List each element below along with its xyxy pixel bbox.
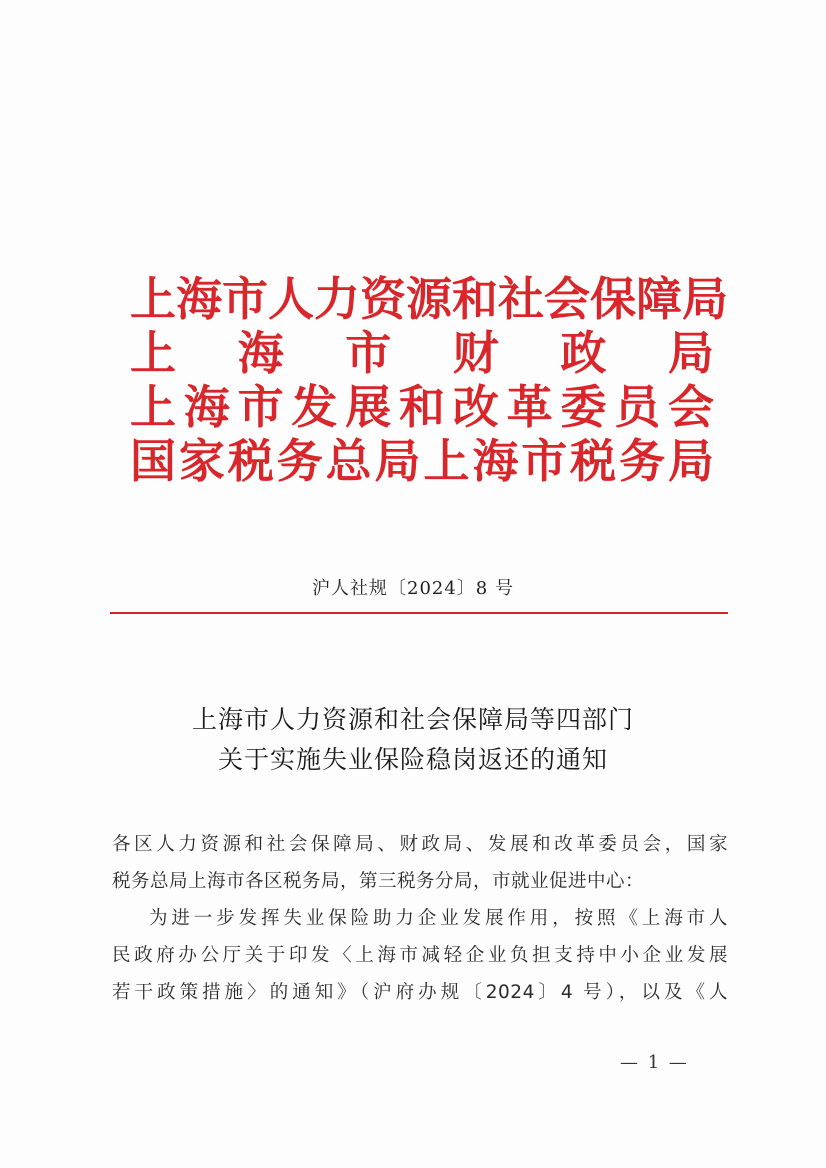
body-line: 民政府办公厅关于印发〈上海市减轻企业负担支持中小企业发展 xyxy=(112,945,728,966)
body-line: 为进一步发挥失业保险助力企业发展作用，按照《上海市人 xyxy=(149,908,728,929)
issuer-line: 国家税务总局上海市税务局 xyxy=(130,434,714,488)
title-line: 关于实施失业保险稳岗返还的通知 xyxy=(217,745,608,774)
issuer-line: 上 海 市 财 政 局 xyxy=(130,326,714,380)
issuer-line: 上海市人力资源和社会保障局 xyxy=(130,272,728,326)
body-line: 若干政策措施〉的通知》（沪府办规〔2024〕4 号），以及《人 xyxy=(112,982,728,1003)
red-divider xyxy=(110,612,728,614)
notice-body xyxy=(112,826,728,1011)
body-line: 各区人力资源和社会保障局、财政局、发展和改革委员会，国家 xyxy=(112,834,728,855)
title-line: 上海市人力资源和社会保障局等四部门 xyxy=(191,705,634,734)
issuer-line: 上海市发展和改革委员会 xyxy=(130,380,714,434)
page-number: — 1 — xyxy=(620,1052,689,1073)
issuer-header xyxy=(130,272,728,488)
document-number: 沪人社规〔2024〕8 号 xyxy=(312,578,514,599)
notice-title xyxy=(0,700,826,780)
body-line: 税务总局上海市各区税务局，第三税务分局，市就业促进中心： xyxy=(112,871,645,892)
